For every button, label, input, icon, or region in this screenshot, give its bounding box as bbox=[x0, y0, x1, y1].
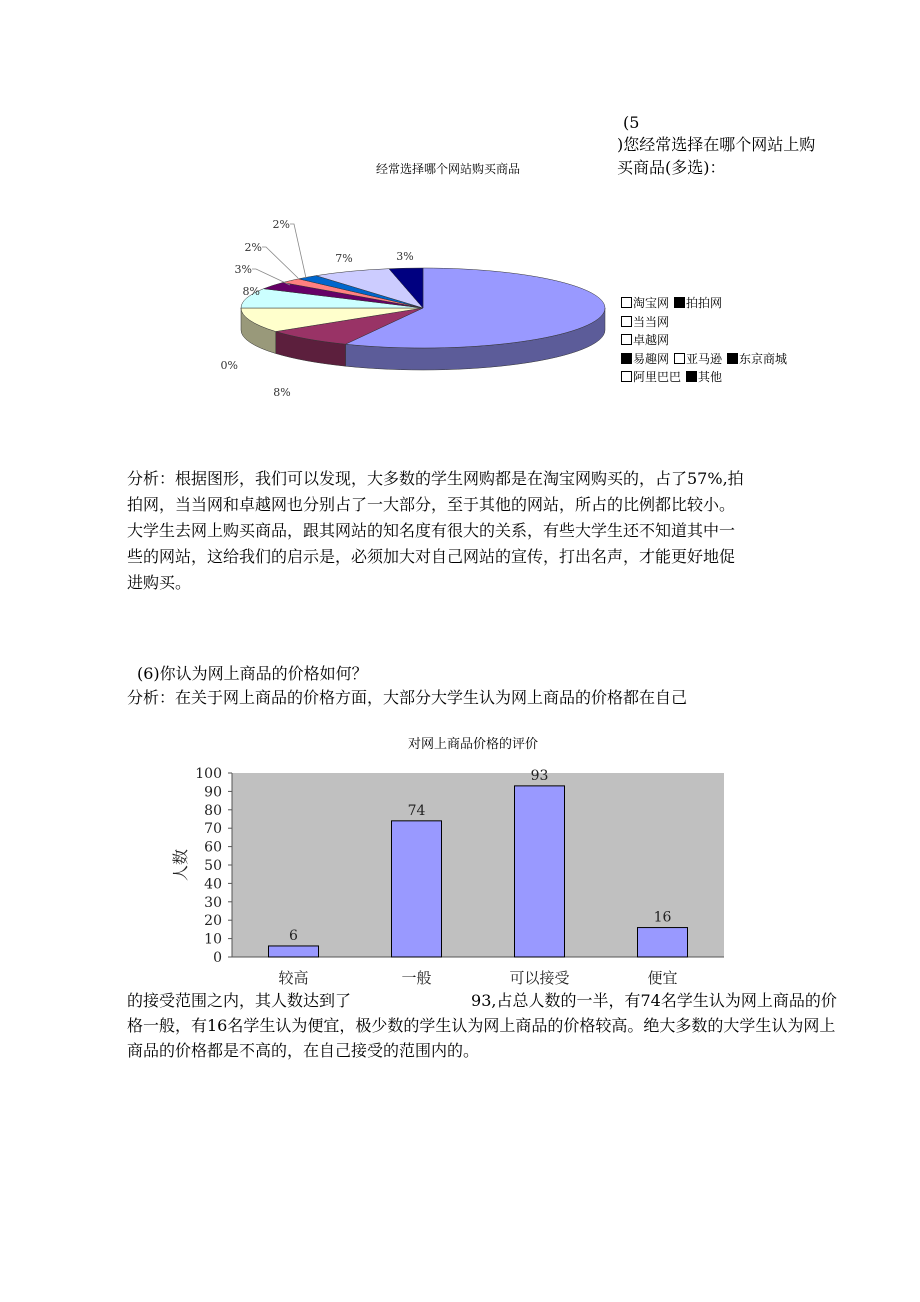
legend-item bbox=[621, 296, 669, 310]
legend-swatch bbox=[621, 353, 632, 364]
y-tick-label: 60 bbox=[204, 839, 222, 856]
pie-data-label-3: 3% bbox=[234, 263, 252, 276]
y-tick-label: 0 bbox=[213, 950, 222, 966]
legend-item bbox=[727, 352, 787, 366]
question-5-text: )您经常选择在哪个网站上购买商品(多选)： bbox=[617, 135, 816, 177]
y-tick-label: 100 bbox=[195, 766, 222, 782]
legend-item bbox=[621, 352, 669, 366]
pie-data-label-0: 8% bbox=[242, 285, 260, 298]
pie-chart-title: 经常选择哪个网站购买商品 bbox=[376, 162, 521, 176]
legend-label: 易趣网 bbox=[633, 351, 670, 366]
legend-label: 东京商城 bbox=[739, 351, 788, 366]
y-tick-label: 40 bbox=[204, 876, 222, 893]
bar-value-label: 16 bbox=[653, 909, 672, 926]
legend-item bbox=[621, 315, 669, 329]
pie-chart bbox=[220, 210, 620, 410]
y-tick-label: 50 bbox=[204, 858, 222, 874]
pie-data-label-6: 7% bbox=[335, 252, 353, 265]
legend-swatch bbox=[686, 371, 697, 382]
y-tick-label: 90 bbox=[204, 784, 222, 801]
legend-swatch bbox=[674, 297, 685, 308]
legend-row bbox=[621, 368, 792, 387]
legend-label: 阿里巴巴 bbox=[633, 370, 682, 384]
legend-swatch bbox=[621, 316, 632, 327]
bar-1 bbox=[392, 821, 442, 957]
pie-data-label-5: 2% bbox=[272, 218, 290, 231]
analysis-3-part-1: 的接受范围之内，其人数达到了 bbox=[127, 991, 352, 1010]
y-tick-label: 20 bbox=[204, 913, 222, 930]
legend-row bbox=[621, 313, 792, 332]
x-category-label: 一般 bbox=[401, 969, 432, 987]
legend-item bbox=[621, 370, 681, 384]
pie-data-label-1: 0% bbox=[220, 359, 238, 372]
analysis-paragraph-1: 分析：根据图形，我们可以发现，大多数的学生网购都是在淘宝网购买的，占了57%,拍拍网，当当网和卓越网也分别占了一大部分，至于其他的网站，所占的比例都比较小。大学生去网上购买商品，跟其网站的知名度有很大的关系，有些大学生还不知道其中一些的网站，这给我们的启示是，必须加大对自己网站的宣传，打出名声，才能更好地促进购买。 bbox=[127, 469, 744, 592]
bar-chart-title: 对网上商品价格的评价 bbox=[408, 737, 539, 752]
x-category-label: 便宜 bbox=[647, 969, 678, 987]
analysis-3-part-2: 93,占总人数的一半，有74名学生认为网上商品的价格一般，有16名学生认为便宜，极少数的学生认为网上商品的价格较高。绝大多数的大学生认为网上商品的价格都是不高的，在自己接受的范围内的。 bbox=[127, 991, 837, 1060]
legend-item bbox=[621, 333, 669, 347]
bar-chart bbox=[160, 760, 740, 990]
legend-row bbox=[621, 331, 792, 350]
legend-swatch bbox=[727, 353, 738, 364]
bar-3 bbox=[638, 928, 688, 957]
legend-label: 拍拍网 bbox=[686, 296, 723, 310]
bar-value-label: 93 bbox=[530, 767, 549, 784]
legend-label: 亚马逊 bbox=[686, 351, 723, 366]
pie-data-label-7: 3% bbox=[396, 250, 414, 263]
pie-chart-legend bbox=[621, 294, 792, 387]
pie-data-label-2: 8% bbox=[273, 386, 291, 399]
legend-item bbox=[674, 296, 722, 310]
pie-data-label-4: 2% bbox=[244, 241, 262, 254]
legend-label: 卓越网 bbox=[633, 333, 670, 347]
legend-swatch bbox=[621, 371, 632, 382]
pie-leader-line-4 bbox=[262, 247, 298, 278]
y-axis-label: 人数 bbox=[171, 848, 190, 882]
y-tick-label: 30 bbox=[204, 894, 222, 911]
x-category-label: 较高 bbox=[278, 969, 309, 987]
legend-label: 当当网 bbox=[633, 314, 670, 329]
bar-0 bbox=[269, 946, 319, 957]
bar-value-label: 74 bbox=[407, 802, 426, 819]
y-tick-label: 80 bbox=[204, 802, 222, 819]
legend-swatch bbox=[674, 353, 685, 364]
legend-item bbox=[686, 370, 722, 384]
legend-row bbox=[621, 350, 792, 369]
y-tick-label: 10 bbox=[204, 931, 222, 948]
x-category-label: 可以接受 bbox=[509, 969, 570, 987]
legend-swatch bbox=[621, 334, 632, 345]
legend-label: 淘宝网 bbox=[633, 296, 670, 310]
legend-swatch bbox=[621, 297, 632, 308]
legend-label: 其他 bbox=[698, 370, 723, 384]
bar-value-label: 6 bbox=[289, 927, 298, 944]
legend-row bbox=[621, 294, 792, 313]
question-5-number: (5 bbox=[623, 113, 640, 132]
analysis-paragraph-3 bbox=[127, 988, 847, 1063]
legend-item bbox=[674, 352, 722, 366]
pie-leader-line-5 bbox=[290, 224, 306, 278]
y-tick-label: 70 bbox=[204, 821, 222, 838]
bar-2 bbox=[515, 786, 565, 957]
pie-leader-line-3 bbox=[252, 269, 290, 285]
analysis-paragraph-2: 分析：在关于网上商品的价格方面，大部分大学生认为网上商品的价格都在自己 bbox=[127, 688, 688, 707]
question-6-text: (6)你认为网上商品的价格如何？ bbox=[137, 664, 368, 683]
